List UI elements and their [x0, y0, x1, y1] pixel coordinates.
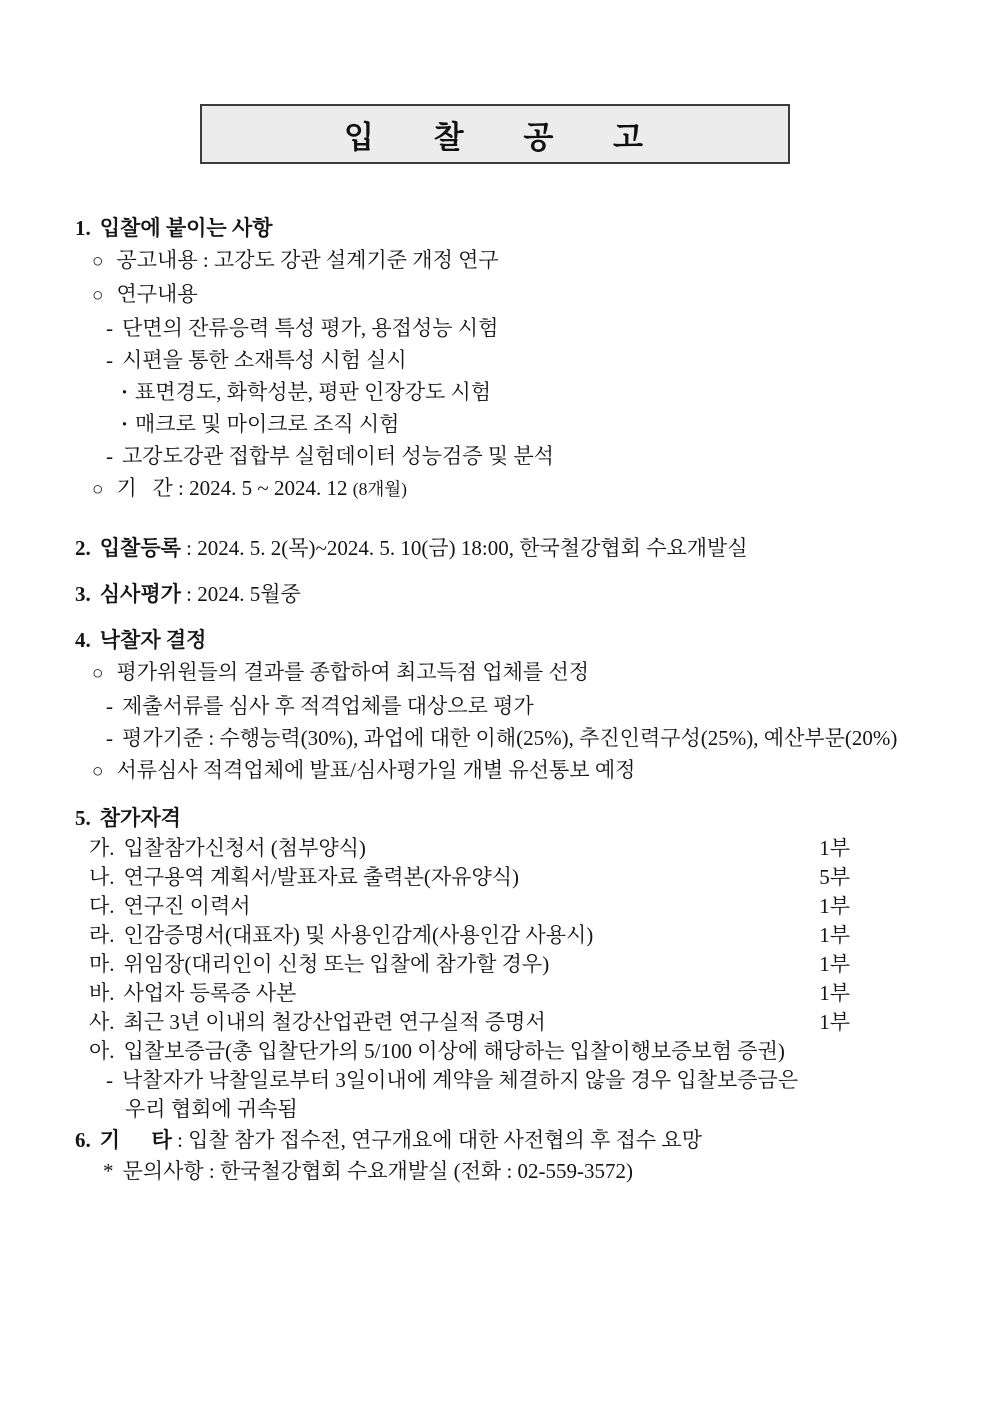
line-marker: 2.	[75, 536, 91, 560]
copy-count: 1부	[819, 952, 850, 976]
line-marker: ○	[92, 251, 104, 272]
doc-line	[75, 802, 965, 834]
line-text: 기 간 : 2024. 5 ~ 2024. 12	[116, 476, 353, 500]
line-text: : 입찰 참가 접수전, 연구개요에 대한 사전협의 후 접수 요망	[171, 1128, 702, 1152]
line-marker: -	[106, 348, 113, 372]
line-text-small: (8개월)	[352, 479, 407, 499]
line-heading-text: 참가자격	[99, 806, 181, 830]
copy-count: 1부	[819, 923, 850, 947]
line-text: 입찰보증금(총 입찰단가의 5/100 이상에 해당하는 입찰이행보증보험 증권)	[123, 1039, 785, 1063]
list-item	[75, 892, 965, 921]
doc-line	[75, 312, 965, 344]
doc-line	[75, 1037, 965, 1066]
line-text: 연구내용	[116, 282, 198, 306]
line-marker: 다.	[89, 894, 115, 918]
copy-count: 1부	[819, 981, 850, 1005]
line-text: 우리 협회에 귀속됨	[125, 1097, 298, 1121]
line-text: : 2024. 5. 2(목)~2024. 5. 10(금) 18:00, 한국철강협회 수요개발실	[180, 536, 748, 560]
line-marker: 바.	[89, 981, 115, 1005]
line-text: 공고내용 : 고강도 강관 설계기준 개정 연구	[116, 248, 499, 272]
line-heading-text: 입찰에 붙이는 사항	[99, 216, 273, 240]
doc-line	[75, 1066, 965, 1095]
line-text: 위임장(대리인이 신청 또는 입찰에 참가할 경우)	[123, 952, 550, 976]
doc-line	[75, 212, 965, 244]
line-heading-text: 입찰등록	[99, 536, 181, 560]
copy-count: 1부	[819, 836, 850, 860]
doc-line	[75, 408, 965, 440]
line-marker: ○	[92, 479, 104, 500]
copy-count: 1부	[819, 894, 850, 918]
title-box	[200, 104, 790, 164]
line-marker: 사.	[89, 1010, 115, 1034]
line-text: 시편을 통한 소재특성 시험 실시	[122, 348, 407, 372]
line-text: 입찰참가신청서 (첨부양식)	[123, 836, 366, 860]
line-marker: 1.	[75, 216, 91, 240]
doc-line	[75, 690, 965, 722]
line-text: 매크로 및 마이크로 조직 시험	[135, 412, 400, 436]
list-item	[75, 950, 965, 979]
line-marker: -	[106, 694, 113, 718]
line-marker: -	[106, 316, 113, 340]
doc-line	[75, 754, 965, 788]
line-marker: ○	[92, 663, 104, 684]
line-heading-text: 심사평가	[99, 582, 181, 606]
doc-line	[75, 1095, 965, 1124]
line-marker: *	[103, 1159, 114, 1183]
line-text: 단면의 잔류응력 특성 평가, 용접성능 시험	[122, 316, 499, 340]
line-marker: -	[106, 726, 113, 750]
line-text: 고강도강관 접합부 실험데이터 성능검증 및 분석	[122, 444, 554, 468]
line-marker: -	[106, 444, 113, 468]
doc-line	[75, 244, 965, 278]
line-marker: 마.	[89, 952, 115, 976]
doc-line	[75, 532, 965, 564]
line-text: 사업자 등록증 사본	[123, 981, 297, 1005]
line-marker: 나.	[89, 865, 115, 889]
line-text: 연구용역 계획서/발표자료 출력본(자유양식)	[123, 865, 520, 889]
doc-line	[75, 578, 965, 610]
line-marker: ○	[92, 285, 104, 306]
line-marker: 5.	[75, 806, 91, 830]
doc-line	[75, 344, 965, 376]
list-item	[75, 979, 965, 1008]
line-marker: -	[106, 1068, 113, 1092]
line-text: 서류심사 적격업체에 발표/심사평가일 개별 유선통보 예정	[116, 758, 636, 782]
line-text: 낙찰자가 낙찰일로부터 3일이내에 계약을 체결하지 않을 경우 입찰보증금은	[122, 1068, 799, 1092]
line-marker: 3.	[75, 582, 91, 606]
doc-line	[75, 440, 965, 472]
copy-count: 5부	[819, 865, 850, 889]
line-marker: 아.	[89, 1039, 115, 1063]
doc-line	[75, 624, 965, 656]
line-marker: 4.	[75, 628, 91, 652]
line-heading-text: 낙찰자 결정	[99, 628, 207, 652]
line-text: : 2024. 5월중	[180, 582, 301, 606]
line-marker: ·	[121, 380, 129, 404]
line-text: 평가기준 : 수행능력(30%), 과업에 대한 이해(25%), 추진인력구성(25%), 예산부문(20%)	[122, 726, 898, 750]
list-item	[75, 863, 965, 892]
document-body	[75, 212, 965, 1187]
line-text: 연구진 이력서	[123, 894, 251, 918]
line-marker: 6.	[75, 1128, 91, 1152]
line-heading-text: 기 타	[99, 1128, 172, 1152]
line-text: 최근 3년 이내의 철강산업관련 연구실적 증명서	[123, 1010, 546, 1034]
list-item	[75, 834, 965, 863]
line-marker: ·	[121, 412, 129, 436]
copy-count: 1부	[819, 1010, 850, 1034]
list-item	[75, 921, 965, 950]
doc-line	[75, 376, 965, 408]
doc-line	[75, 472, 965, 506]
line-text: 문의사항 : 한국철강협회 수요개발실 (전화 : 02-559-3572)	[122, 1159, 634, 1183]
line-text: 표면경도, 화학성분, 평판 인장강도 시험	[135, 380, 492, 404]
page-title: 입 찰 공 고	[343, 119, 647, 155]
line-marker: 가.	[89, 836, 115, 860]
line-marker: 라.	[89, 923, 115, 947]
line-marker: ○	[92, 761, 104, 782]
doc-line	[75, 278, 965, 312]
doc-line	[75, 1156, 965, 1187]
line-text: 제출서류를 심사 후 적격업체를 대상으로 평가	[122, 694, 534, 718]
doc-line	[75, 656, 965, 690]
list-item	[75, 1008, 965, 1037]
doc-line	[75, 1124, 965, 1156]
line-text: 인감증명서(대표자) 및 사용인감계(사용인감 사용시)	[123, 923, 594, 947]
doc-line	[75, 722, 965, 754]
line-text: 평가위원들의 결과를 종합하여 최고득점 업체를 선정	[116, 660, 590, 684]
